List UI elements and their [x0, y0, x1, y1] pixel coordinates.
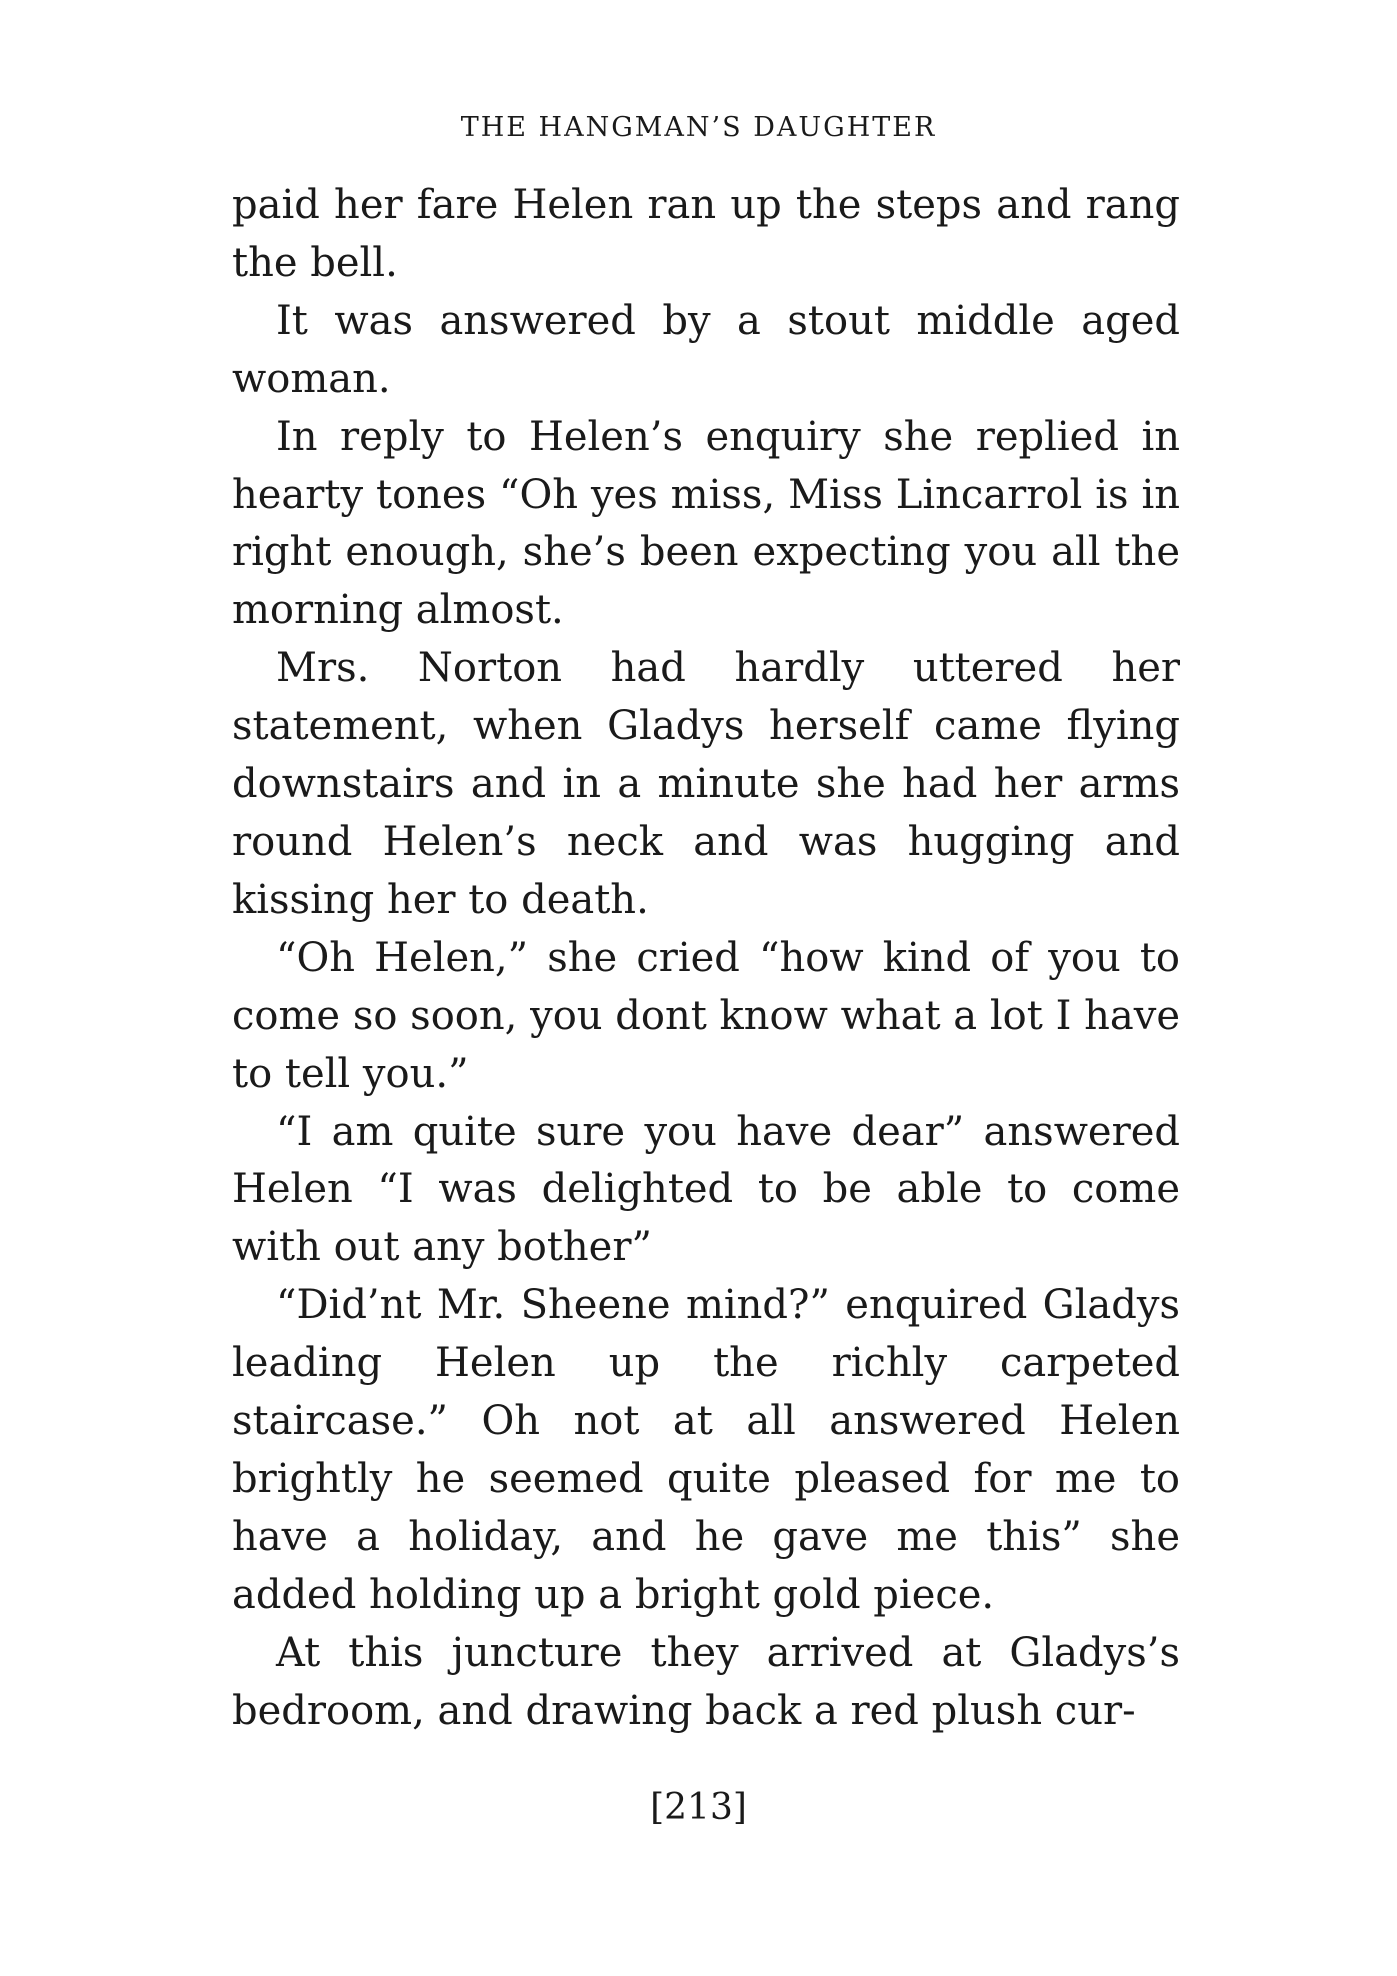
paragraph: In reply to Helen’s enquiry she replied in hearty tones “Oh yes miss, Miss Lincarrol is in right enough, she’s been expecting you all the morning almost.: [232, 413, 1180, 634]
page-number: [213]: [650, 1787, 747, 1828]
paragraph: “I am quite sure you have dear” answered Helen “I was delighted to be able to come with out any bother”: [232, 1108, 1180, 1271]
body-text: [232, 177, 1180, 1740]
paragraph: Mrs. Norton had hardly uttered her statement, when Gladys herself came flying downstairs and in a minute she had her arms round Helen’s neck and was hugging and kissing her to death.: [232, 645, 1180, 923]
paragraph: “Oh Helen,” she cried “how kind of you to come so soon, you dont know what a lot I have to tell you.”: [232, 934, 1180, 1097]
running-title: THE HANGMAN’S DAUGHTER: [460, 112, 937, 143]
paragraph: paid her fare Helen ran up the steps and rang the bell.: [232, 182, 1180, 286]
paragraph: “Did’nt Mr. Sheene mind?” enquired Gladys leading Helen up the richly carpeted staircase.” Oh not at all answered Helen brightly he seemed quite pleased for me to have a holiday, and he gave me this” she added holding up a bright gold piece.: [232, 1282, 1180, 1618]
paragraph: It was answered by a stout middle aged woman.: [232, 297, 1180, 402]
paragraph: At this juncture they arrived at Gladys’s bedroom, and drawing back a red plush cur-: [232, 1629, 1180, 1734]
